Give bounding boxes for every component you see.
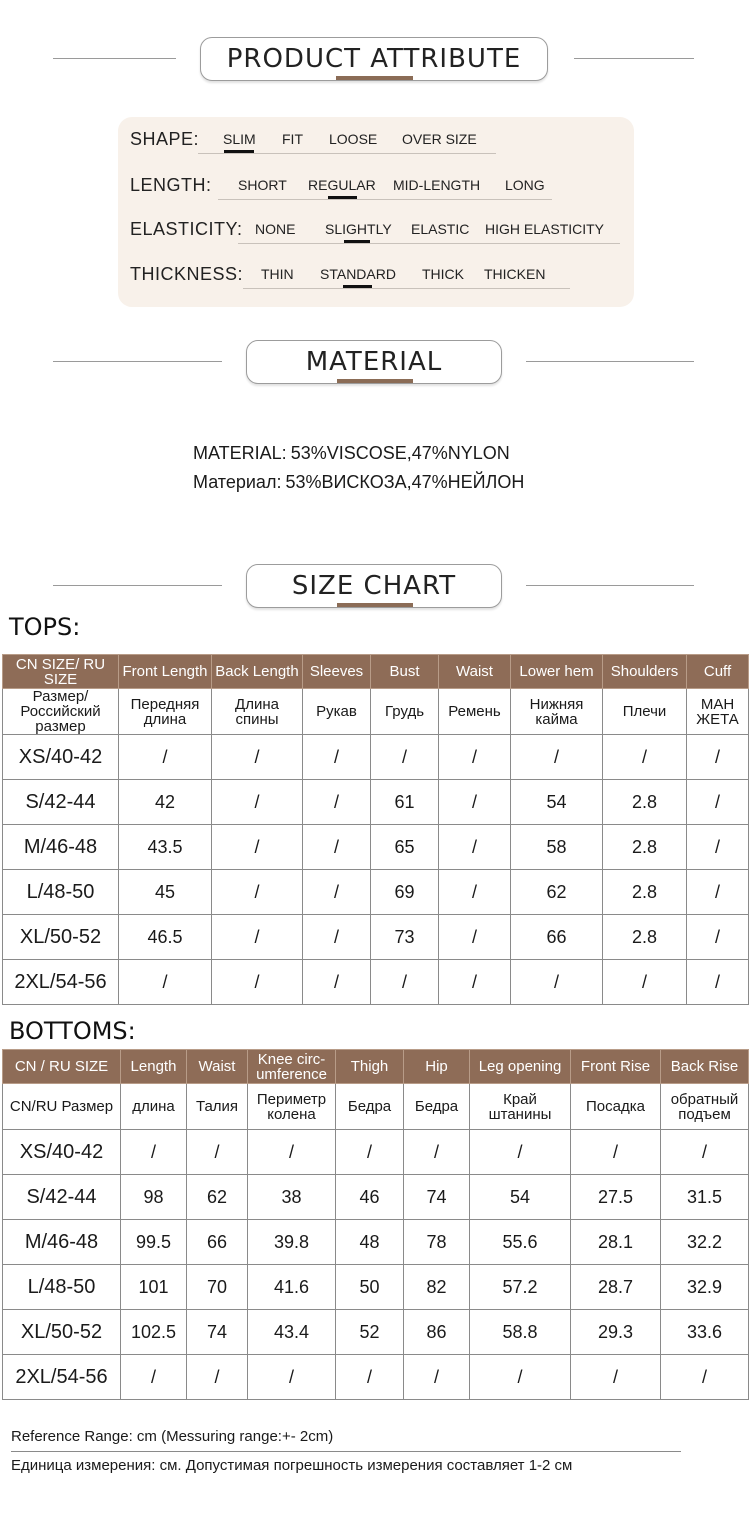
measurement-cell: /: [404, 1355, 470, 1400]
size-cell: S/42-44: [3, 780, 119, 825]
measurement-cell: 62: [187, 1175, 248, 1220]
divider-left: [53, 58, 176, 59]
measurement-cell: 70: [187, 1265, 248, 1310]
tops-header-row: [3, 655, 749, 689]
tops-ru-header-row: [3, 689, 749, 735]
attribute-option: STANDARD: [320, 266, 396, 282]
tops-ru-header-cell: Размер/ Российский размер: [3, 689, 119, 735]
measurement-cell: /: [470, 1355, 571, 1400]
divider-right: [526, 585, 694, 586]
attribute-option: NONE: [255, 221, 296, 237]
size-cell: L/48-50: [3, 870, 119, 915]
bottoms-header-cell: CN / RU SIZE: [3, 1050, 121, 1084]
selected-marker: [328, 196, 357, 199]
measurement-cell: /: [470, 1130, 571, 1175]
measurement-cell: /: [212, 915, 303, 960]
divider-right: [574, 58, 694, 59]
measurement-cell: 66: [511, 915, 603, 960]
divider-left: [53, 585, 222, 586]
selected-marker: [344, 240, 370, 243]
option-rule: [198, 153, 496, 154]
tops-ru-header-cell: Плечи: [603, 689, 687, 735]
divider-left: [53, 361, 222, 362]
material-ru-value: 53%ВИСКОЗА,47%НЕЙЛОН: [285, 472, 525, 492]
size-cell: M/46-48: [3, 825, 119, 870]
measurement-cell: /: [212, 960, 303, 1005]
table-row: [3, 1220, 749, 1265]
measurement-cell: /: [661, 1355, 749, 1400]
measurement-cell: 61: [371, 780, 439, 825]
bottoms-ru-header-cell: Край штанины: [470, 1084, 571, 1130]
tops-header-cell: Waist: [439, 655, 511, 689]
measurement-cell: 31.5: [661, 1175, 749, 1220]
measurement-cell: /: [439, 915, 511, 960]
measurement-cell: /: [212, 825, 303, 870]
measurement-cell: /: [371, 735, 439, 780]
measurement-cell: 46: [336, 1175, 404, 1220]
measurement-cell: /: [404, 1130, 470, 1175]
measurement-cell: /: [511, 735, 603, 780]
attribute-option: REGULAR: [308, 177, 376, 193]
tops-ru-header-cell: Рукав: [303, 689, 371, 735]
attribute-option: SLIGHTLY: [325, 221, 392, 237]
measurement-cell: 43.4: [248, 1310, 336, 1355]
attribute-row-elasticity: [118, 207, 634, 247]
tops-ru-header-cell: МАН ЖЕТА: [687, 689, 749, 735]
measurement-cell: 28.1: [571, 1220, 661, 1265]
measurement-cell: 43.5: [119, 825, 212, 870]
tops-ru-header-cell: Длина спины: [212, 689, 303, 735]
option-rule: [218, 199, 552, 200]
measurement-cell: /: [439, 870, 511, 915]
bottoms-ru-header-cell: Бедра: [404, 1084, 470, 1130]
measurement-cell: /: [439, 825, 511, 870]
tops-header-cell: Cuff: [687, 655, 749, 689]
measurement-cell: /: [603, 735, 687, 780]
title-accent-bar: [337, 603, 413, 607]
measurement-cell: 69: [371, 870, 439, 915]
material-en-line: [193, 443, 510, 464]
table-row: [3, 1355, 749, 1400]
tops-header-cell: Shoulders: [603, 655, 687, 689]
bottoms-header-row: [3, 1050, 749, 1084]
reference-range-ru: Единица измерения: см. Допустимая погрешность измерения составляет 1-2 см: [11, 1457, 573, 1474]
size-cell: XS/40-42: [3, 735, 119, 780]
measurement-cell: 54: [470, 1175, 571, 1220]
size-cell: XL/50-52: [3, 915, 119, 960]
footer-divider: [11, 1451, 681, 1452]
section-title: MATERIAL: [246, 340, 502, 384]
measurement-cell: 74: [404, 1175, 470, 1220]
table-row: [3, 1310, 749, 1355]
measurement-cell: /: [571, 1355, 661, 1400]
size-cell: XS/40-42: [3, 1130, 121, 1175]
table-row: [3, 960, 749, 1005]
measurement-cell: /: [661, 1130, 749, 1175]
attribute-label: ELASTICITY:: [130, 219, 243, 239]
measurement-cell: /: [212, 780, 303, 825]
tops-ru-header-cell: Нижняя кайма: [511, 689, 603, 735]
table-row: [3, 1175, 749, 1220]
measurement-cell: /: [687, 870, 749, 915]
measurement-cell: /: [336, 1130, 404, 1175]
bottoms-header-cell: Length: [121, 1050, 187, 1084]
attribute-option: ELASTIC: [411, 221, 470, 237]
measurement-cell: /: [303, 735, 371, 780]
measurement-cell: 28.7: [571, 1265, 661, 1310]
measurement-cell: /: [121, 1355, 187, 1400]
measurement-cell: 2.8: [603, 915, 687, 960]
title-accent-bar: [336, 76, 413, 80]
measurement-cell: /: [687, 780, 749, 825]
table-row: [3, 870, 749, 915]
measurement-cell: /: [187, 1355, 248, 1400]
measurement-cell: 58: [511, 825, 603, 870]
measurement-cell: 65: [371, 825, 439, 870]
tops-size-table: [2, 654, 749, 1005]
measurement-cell: /: [303, 870, 371, 915]
measurement-cell: /: [303, 960, 371, 1005]
attribute-option: OVER SIZE: [402, 131, 477, 147]
size-cell: 2XL/54-56: [3, 1355, 121, 1400]
material-en-label: MATERIAL:: [193, 443, 287, 463]
measurement-cell: 42: [119, 780, 212, 825]
measurement-cell: 33.6: [661, 1310, 749, 1355]
measurement-cell: /: [603, 960, 687, 1005]
bottoms-title: BOTTOMS:: [9, 1017, 136, 1045]
measurement-cell: 74: [187, 1310, 248, 1355]
attribute-row-shape: [118, 117, 634, 157]
attribute-option: THICK: [422, 266, 464, 282]
measurement-cell: 82: [404, 1265, 470, 1310]
tops-header-cell: Front Length: [119, 655, 212, 689]
measurement-cell: 50: [336, 1265, 404, 1310]
measurement-cell: /: [303, 780, 371, 825]
divider-right: [526, 361, 694, 362]
product-attribute-panel: [118, 117, 634, 307]
measurement-cell: 55.6: [470, 1220, 571, 1265]
bottoms-header-cell: Hip: [404, 1050, 470, 1084]
measurement-cell: /: [439, 960, 511, 1005]
measurement-cell: /: [303, 825, 371, 870]
bottoms-header-cell: Leg opening: [470, 1050, 571, 1084]
measurement-cell: /: [187, 1130, 248, 1175]
measurement-cell: 39.8: [248, 1220, 336, 1265]
tops-title: TOPS:: [9, 613, 81, 641]
measurement-cell: /: [248, 1355, 336, 1400]
measurement-cell: 101: [121, 1265, 187, 1310]
measurement-cell: 27.5: [571, 1175, 661, 1220]
size-cell: M/46-48: [3, 1220, 121, 1265]
measurement-cell: 54: [511, 780, 603, 825]
option-rule: [243, 288, 570, 289]
measurement-cell: 2.8: [603, 870, 687, 915]
measurement-cell: /: [119, 960, 212, 1005]
measurement-cell: 57.2: [470, 1265, 571, 1310]
bottoms-ru-header-row: [3, 1084, 749, 1130]
bottoms-ru-header-cell: Периметр колена: [248, 1084, 336, 1130]
measurement-cell: /: [212, 870, 303, 915]
tops-header-cell: Lower hem: [511, 655, 603, 689]
tops-ru-header-cell: Грудь: [371, 689, 439, 735]
table-row: [3, 735, 749, 780]
attribute-option: THIN: [261, 266, 294, 282]
reference-range-en: Reference Range: cm (Messuring range:+- 2cm): [11, 1428, 334, 1445]
measurement-cell: /: [371, 960, 439, 1005]
attribute-option: HIGH ELASTICITY: [485, 221, 605, 237]
attribute-section-heading: [0, 37, 750, 83]
section-title: PRODUCT ATTRIBUTE: [200, 37, 548, 81]
measurement-cell: /: [336, 1355, 404, 1400]
tops-header-cell: CN SIZE/ RU SIZE: [3, 655, 119, 689]
material-section-heading: [0, 340, 750, 386]
measurement-cell: 45: [119, 870, 212, 915]
measurement-cell: 86: [404, 1310, 470, 1355]
measurement-cell: 98: [121, 1175, 187, 1220]
measurement-cell: /: [121, 1130, 187, 1175]
measurement-cell: 38: [248, 1175, 336, 1220]
measurement-cell: 48: [336, 1220, 404, 1265]
attribute-label: SHAPE:: [130, 129, 200, 149]
measurement-cell: /: [687, 735, 749, 780]
bottoms-ru-header-cell: обратный подъем: [661, 1084, 749, 1130]
table-row: [3, 780, 749, 825]
table-row: [3, 1265, 749, 1310]
bottoms-header-cell: Waist: [187, 1050, 248, 1084]
attribute-option: LONG: [505, 177, 545, 193]
attribute-option: MID-LENGTH: [393, 177, 481, 193]
attribute-option: LOOSE: [329, 131, 378, 147]
material-en-value: 53%VISCOSE,47%NYLON: [290, 443, 510, 463]
measurement-cell: 41.6: [248, 1265, 336, 1310]
measurement-cell: /: [687, 825, 749, 870]
selected-marker: [343, 285, 372, 288]
section-title: SIZE CHART: [246, 564, 502, 608]
size-chart-section-heading: [0, 564, 750, 610]
size-cell: 2XL/54-56: [3, 960, 119, 1005]
bottoms-header-cell: Thigh: [336, 1050, 404, 1084]
attribute-row-length: [118, 163, 634, 203]
measurement-cell: 52: [336, 1310, 404, 1355]
table-row: [3, 1130, 749, 1175]
measurement-cell: 62: [511, 870, 603, 915]
tops-ru-header-cell: Ремень: [439, 689, 511, 735]
bottoms-header-cell: Front Rise: [571, 1050, 661, 1084]
table-row: [3, 915, 749, 960]
size-cell: S/42-44: [3, 1175, 121, 1220]
bottoms-ru-header-cell: Бедра: [336, 1084, 404, 1130]
tops-header-cell: Sleeves: [303, 655, 371, 689]
measurement-cell: /: [248, 1130, 336, 1175]
measurement-cell: /: [119, 735, 212, 780]
title-accent-bar: [337, 379, 413, 383]
measurement-cell: 32.2: [661, 1220, 749, 1265]
size-cell: XL/50-52: [3, 1310, 121, 1355]
table-row: [3, 825, 749, 870]
bottoms-size-table: [2, 1049, 749, 1400]
measurement-cell: 29.3: [571, 1310, 661, 1355]
attribute-label: THICKNESS:: [130, 264, 244, 284]
measurement-cell: 78: [404, 1220, 470, 1265]
attribute-row-thickness: [118, 252, 634, 292]
tops-ru-header-cell: Передняя длина: [119, 689, 212, 735]
material-ru-label: Материал:: [193, 472, 282, 492]
attribute-option: FIT: [282, 131, 303, 147]
measurement-cell: /: [571, 1130, 661, 1175]
selected-marker: [224, 150, 254, 153]
option-rule: [238, 243, 620, 244]
bottoms-ru-header-cell: CN/RU Размер: [3, 1084, 121, 1130]
measurement-cell: 2.8: [603, 780, 687, 825]
bottoms-ru-header-cell: длина: [121, 1084, 187, 1130]
measurement-cell: /: [303, 915, 371, 960]
measurement-cell: 73: [371, 915, 439, 960]
measurement-cell: 102.5: [121, 1310, 187, 1355]
measurement-cell: 32.9: [661, 1265, 749, 1310]
measurement-cell: /: [439, 780, 511, 825]
tops-header-cell: Back Length: [212, 655, 303, 689]
bottoms-ru-header-cell: Посадка: [571, 1084, 661, 1130]
tops-header-cell: Bust: [371, 655, 439, 689]
measurement-cell: /: [439, 735, 511, 780]
measurement-cell: /: [212, 735, 303, 780]
bottoms-header-cell: Back Rise: [661, 1050, 749, 1084]
attribute-option: SLIM: [223, 131, 256, 147]
measurement-cell: 46.5: [119, 915, 212, 960]
bottoms-header-cell: Knee circ- umference: [248, 1050, 336, 1084]
measurement-cell: 66: [187, 1220, 248, 1265]
material-ru-line: [193, 472, 524, 493]
measurement-cell: 58.8: [470, 1310, 571, 1355]
measurement-cell: 2.8: [603, 825, 687, 870]
attribute-label: LENGTH:: [130, 175, 212, 195]
measurement-cell: /: [511, 960, 603, 1005]
measurement-cell: /: [687, 960, 749, 1005]
attribute-option: THICKEN: [484, 266, 546, 282]
attribute-option: SHORT: [238, 177, 287, 193]
bottoms-ru-header-cell: Талия: [187, 1084, 248, 1130]
measurement-cell: 99.5: [121, 1220, 187, 1265]
measurement-cell: /: [687, 915, 749, 960]
size-cell: L/48-50: [3, 1265, 121, 1310]
